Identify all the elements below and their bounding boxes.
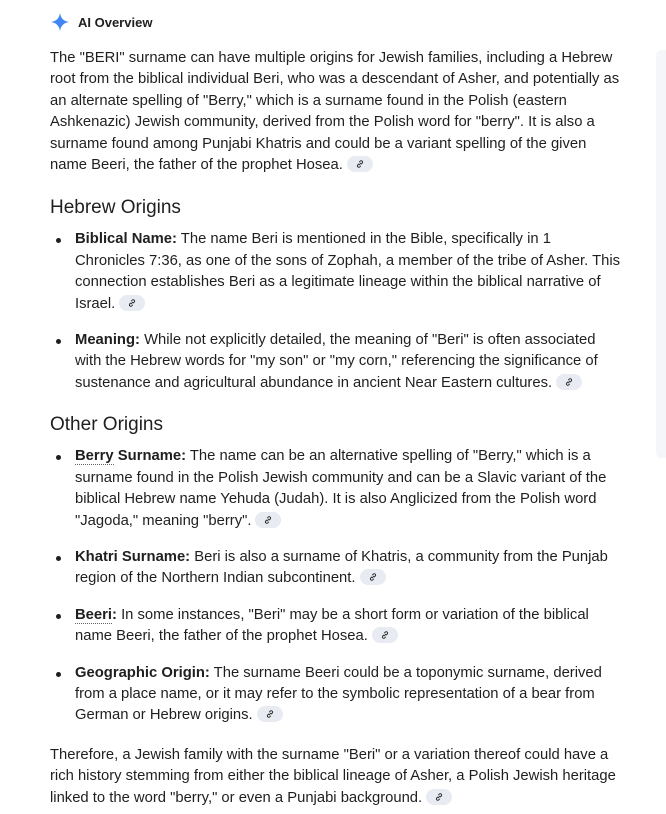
source-link-icon[interactable] xyxy=(360,569,386,585)
list-item: Biblical Name: The name Beri is mentioned in the Bible, specifically in 1 Chronicles 7:36, as one of the sons of Zophah, a member of the tribe of Asher. This connection establishes Beri as a legitimate lineage within the biblical narrative of Israel. xyxy=(50,229,622,315)
beeri-term-link[interactable]: Beeri xyxy=(75,606,113,623)
section-heading-other-origins: Other Origins xyxy=(50,414,163,436)
conclusion-paragraph: Therefore, a Jewish family with the surname "Beri" or a variation thereof could have a rich history stemming from either the biblical lineage of Asher, a Polish Jewish heritage linked to the word "berry," or even a Punjabi background. xyxy=(50,746,616,806)
source-link-icon[interactable] xyxy=(119,295,145,311)
list-item: Meaning: While not explicitly detailed, the meaning of "Beri" is often associated with the Hebrew words for "my son" or "my corn," referencing the significance of sustenance and agricultural abundance in ancient Near Eastern cultures. xyxy=(50,330,622,394)
ai-overview-title: AI Overview xyxy=(78,14,153,30)
other-origins-list xyxy=(50,446,622,726)
source-link-icon[interactable] xyxy=(347,156,373,172)
source-link-icon[interactable] xyxy=(556,374,582,390)
list-item: Beeri: In some instances, "Beri" may be a short form or variation of the biblical name Beeri, the father of the prophet Hosea. xyxy=(50,605,622,648)
side-panel-edge xyxy=(656,50,666,458)
berry-term-link[interactable]: Berry xyxy=(75,448,114,465)
list-item: Geographic Origin: The surname Beeri could be a toponymic surname, derived from a place name, or it may refer to the symbolic representation of a bear from German or Hebrew origins. xyxy=(50,663,622,727)
sparkle-icon xyxy=(50,12,70,32)
intro-paragraph: The "BERI" surname can have multiple origins for Jewish families, including a Hebrew root from the biblical individual Beri, who was a descendant of Asher, and potentially as an alternate spelling of "Berry," which is a surname found in the Polish (eastern Ashkenazic) Jewish community, derived from the Polish word for "berry". It is also a surname found among Punjabi Khatris and could be a variant spelling of the given name Beeri, the father of the prophet Hosea. xyxy=(50,50,620,174)
source-link-icon[interactable] xyxy=(255,512,281,528)
source-link-icon[interactable] xyxy=(426,789,452,805)
ai-overview-header xyxy=(50,12,152,32)
overview-content xyxy=(50,48,622,809)
source-link-icon[interactable] xyxy=(372,627,398,643)
list-item: Berry Surname: The name can be an alternative spelling of "Berry," which is a surname found in the Polish Jewish community and can be a Slavic variant of the biblical Hebrew name Yehuda (Judah). It is also Anglicized from the Polish word "Jagoda," meaning "berry". xyxy=(50,446,622,532)
list-item: Khatri Surname: Beri is also a surname of Khatris, a community from the Punjab region of the Northern Indian subcontinent. xyxy=(50,547,622,590)
hebrew-origins-list xyxy=(50,229,622,394)
source-link-icon[interactable] xyxy=(257,706,283,722)
section-heading-hebrew-origins: Hebrew Origins xyxy=(50,197,181,219)
